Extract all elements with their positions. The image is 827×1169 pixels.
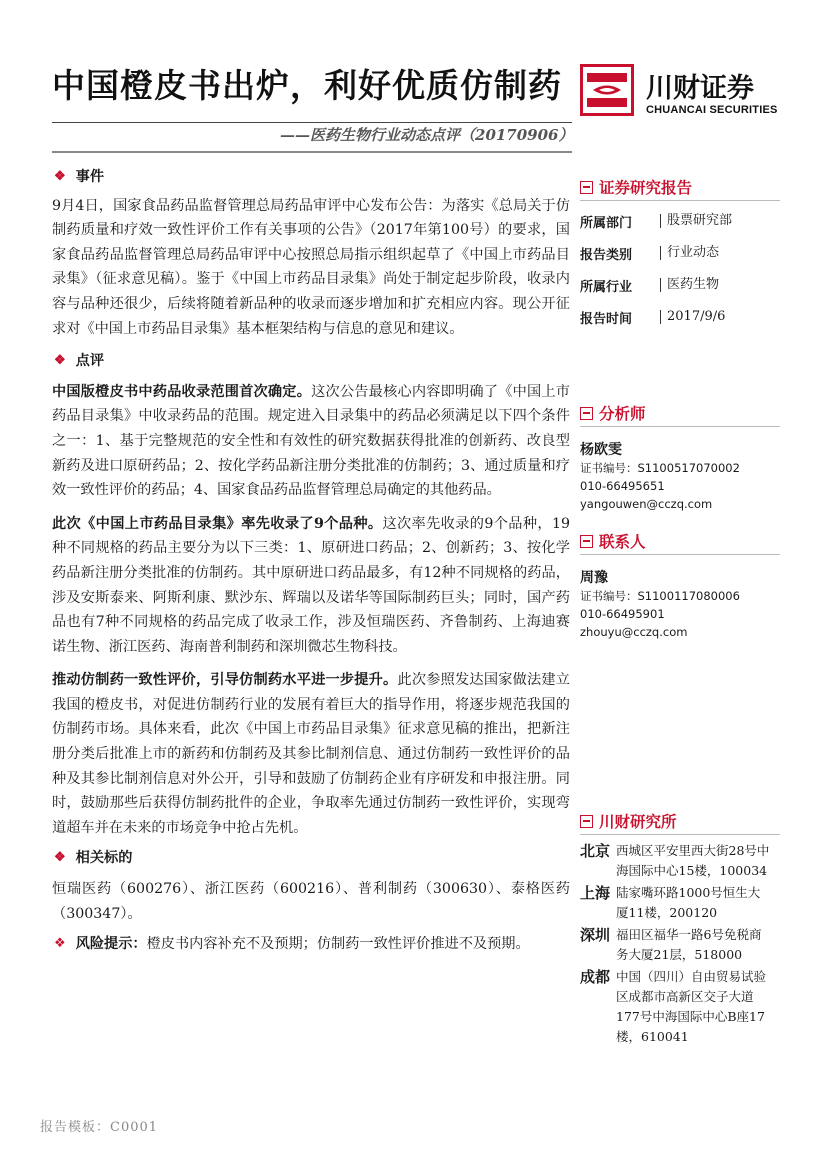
info-row-department: 所属部门 股票研究部 — [580, 213, 733, 231]
company-logo-mark — [580, 64, 634, 116]
office-shenzhen: 深圳 福田区福华一路6号免税商务大厦21层，518000 — [580, 926, 762, 962]
header-divider-bottom — [52, 151, 572, 153]
analyst-heading: 分析师 — [580, 402, 780, 427]
institute-heading: 川财研究所 — [580, 810, 780, 835]
office-beijing: 北京 西城区平安里西大街28号中海国际中心15楼，100034 — [580, 842, 770, 878]
company-name-en: CHUANCAI SECURITIES — [646, 104, 778, 116]
main-content — [52, 165, 570, 957]
related-stocks-paragraph: 恒瑞医药（600276）、浙江医药（600216）、普利制药（300630）、泰格医药（300347）。 — [52, 881, 570, 922]
analyst-panel — [580, 402, 780, 513]
contact-name: 周豫 — [580, 570, 608, 586]
analyst-email[interactable]: yangouwen@cczq.com — [580, 497, 713, 511]
report-subtitle: ——医药生物行业动态点评（20170906） — [280, 126, 574, 144]
section-heading-related: ❖ 相关标的 — [52, 846, 570, 871]
report-heading: 证券研究报告 — [580, 176, 780, 201]
diamond-bullet-icon: ❖ — [54, 353, 66, 369]
event-paragraph: 9月4日，国家食品药品监督管理总局药品审评中心发布公告：为落实《总局关于仿制药质量和疗效一致性评价工作有关事项的公告》（2017年第100号）的要求，国家食品药品监督管理总局药品审评中心按照总局指示组织起草了《中国上市药品目录集》（征求意见稿）。鉴于《中国上市药品目录集》尚处于制定起步阶段，收录内容与品种还很少，后续将随着新品种的收录而逐步增加和扩充相应内容。现公开征求对《中国上市药品目录集》基本框架结构与信息的意见和建议。 — [52, 197, 570, 337]
report-info-panel — [580, 176, 780, 333]
contact-panel — [580, 530, 780, 641]
section-marker-icon — [580, 407, 593, 420]
info-row-date: 报告时间 2017/9/6 — [580, 309, 726, 327]
info-row-category: 报告类别 行业动态 — [580, 245, 720, 263]
section-marker-icon — [580, 535, 593, 548]
company-name: 川财证券 — [646, 73, 754, 104]
institute-panel — [580, 810, 780, 1047]
page-title: 中国橙皮书出炉，利好优质仿制药 — [52, 66, 562, 105]
contact-cert: 证书编号：S1100117080006 — [580, 589, 740, 603]
info-row-industry: 所属行业 医药生物 — [580, 277, 720, 295]
comment-paragraph: 中国版橙皮书中药品收录范围首次确定。这次公告最核心内容即明确了《中国上市药品目录集》中收录药品的范围。规定进入目录集中的药品必须满足以下四个条件之一：1、基于完整规范的安全性和有效性的研究数据获得批准的创新药、改良型新药及进口原研药品；2、按化学药品新注册分类批准的仿制药；3、通过质量和疗效一致性评价的药品；4、国家食品药品监督管理总局确定的其他药品。 — [52, 383, 570, 499]
logo-emblem-icon — [583, 67, 631, 113]
analyst-cert: 证书编号：S1100517070002 — [580, 461, 740, 475]
contact-heading: 联系人 — [580, 530, 780, 555]
section-marker-icon — [580, 815, 593, 828]
section-heading-comment: ❖ 点评 — [52, 349, 570, 374]
template-code: 报告模板：C0001 — [40, 1120, 159, 1135]
comment-paragraph: 此次《中国上市药品目录集》率先收录了9个品种。这次率先收录的9个品种，19种不同规格的药品主要分为以下三类：1、原研进口药品；2、创新药；3、按化学药品新注册分类批准的仿制药。其中原研进口药品最多，有12种不同规格的药品，涉及安斯泰来、阿斯利康、默沙东、辉瑞以及诺华等国际制药巨头；同时，国产药品也有7种不同规格的药品完成了收录工作，涉及恒瑞医药、齐鲁制药、上海迪赛诺生物、浙江医药、海南普利制药和深圳微芯生物科技。 — [52, 515, 570, 655]
section-risk: ❖ 风险提示： 橙皮书内容补充不及预期；仿制药一致性评价推进不及预期。 — [52, 932, 570, 957]
analyst-phone: 010-66495651 — [580, 479, 665, 493]
section-heading-event: ❖ 事件 — [52, 165, 570, 190]
header-divider — [52, 122, 572, 123]
diamond-bullet-icon: ❖ — [54, 169, 66, 184]
analyst-name: 杨欧雯 — [580, 442, 622, 458]
section-marker-icon — [580, 181, 593, 194]
diamond-bullet-icon: ❖ — [54, 936, 66, 952]
comment-paragraph: 推动仿制药一致性评价，引导仿制药水平进一步提升。此次参照发达国家做法建立我国的橙皮书，对促进仿制药行业的发展有着巨大的指导作用，将逐步规范我国的仿制药市场。具体来看，此次《中国上市药品目录集》征求意见稿的推出，把新注册分类后批准上市的新药和仿制药及其参比制剂信息、通过仿制药一致性评价的品种及其参比制剂信息对外公开，引导和鼓励了仿制药企业有序研发和申报注册。同时，鼓励那些后获得仿制药批件的企业，争取率先通过仿制药一致性评价，实现弯道超车并在未来的市场竞争中抢占先机。 — [52, 672, 570, 836]
diamond-bullet-icon: ❖ — [54, 850, 66, 866]
office-shanghai: 上海 陆家嘴环路1000号恒生大厦11楼，200120 — [580, 884, 761, 920]
office-chengdu: 成都 中国（四川）自由贸易试验区成都市高新区交子大道177号中海国际中心B座17楼，610041 — [580, 968, 767, 1044]
contact-email[interactable]: zhouyu@cczq.com — [580, 625, 688, 639]
contact-phone: 010-66495901 — [580, 607, 665, 621]
